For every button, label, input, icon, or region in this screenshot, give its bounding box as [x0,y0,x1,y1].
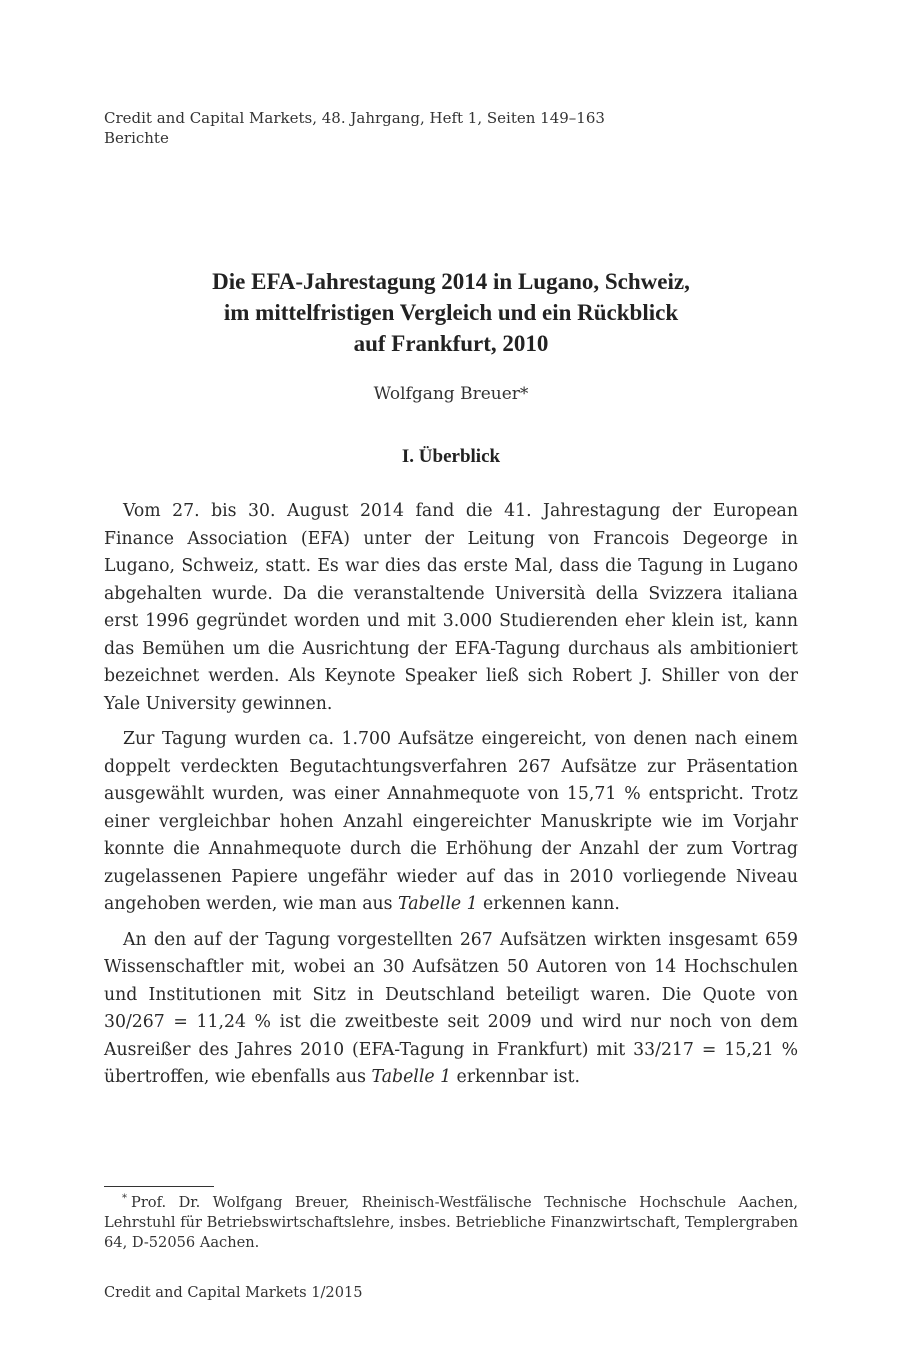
paragraph: Vom 27. bis 30. August 2014 fand die 41. Jahrestagung der European Finance Association (EFA) unter der Leitung von Francois Degeorge in Lugano, Schweiz, statt. Es war dies das erste Mal, dass die Tagung in Lugano abgehalten wurde. Da die veranstaltende Università della Svizzera italiana erst 1996 gegründet worden und mit 3.000 Studierenden eher klein ist, kann das Bemühen um die Ausrichtung der EFA-Tagung durchaus als ambitioniert bezeichnet werden. Als Keynote Speaker ließ sich Robert J. Shiller von der Yale University gewinnen. [104,501,798,714]
article-title [104,266,798,359]
page-footer: Credit and Capital Markets 1/2015 [104,1284,363,1301]
footnote-mark: * [122,1193,127,1205]
title-line: im mittelfristigen Vergleich und ein Rückblick [223,300,679,325]
paragraph-text: erkennbar ist. [451,1067,580,1087]
section-heading: I. Überblick [401,446,501,467]
table-reference: Tabelle 1 [371,1067,452,1087]
paragraph [104,726,798,919]
author-name: Wolfgang Breuer* [373,384,529,404]
title-line: Die EFA-Jahrestagung 2014 in Lugano, Schweiz, [212,269,690,294]
title-line: auf Frankfurt, 2010 [353,331,549,356]
paragraph-text: Zur Tagung wurden ca. 1.700 Aufsätze eingereicht, von denen nach einem doppelt verdeckten Begutachtungsverfahren 267 Aufsätze zur Präsentation ausgewählt wurden, was einer Annahmequote von 15,71 % entspricht. Trotz einer vergleichbar hohen Anzahl eingereichter Manuskripte wie im Vorjahr konnte die Annahmequote durch die Erhöhung der Anzahl der zum Vortrag zugelassenen Papiere ungefähr wieder auf das in 2010 vorliegende Niveau angehoben werden, wie man aus [104,729,798,914]
table-reference: Tabelle 1 [398,894,478,914]
footnote-text: Prof. Dr. Wolfgang Breuer, Rheinisch-Westfälische Technische Hochschule Aachen, Lehrstuhl für Betriebswirtschaftslehre, insbes. Betriebliche Finanzwirtschaft, Templergraben 64, D-52056 Aachen. [104,1194,798,1251]
paragraph-text: erkennen kann. [477,894,620,914]
paragraph [104,927,798,1092]
body-text [104,498,798,1100]
footnote-divider [104,1186,214,1187]
paper-page [104,0,798,1366]
paragraph-text: An den auf der Tagung vorgestellten 267 Aufsätzen wirkten insgesamt 659 Wissenschaftler mit, wobei an 30 Aufsätzen 50 Autoren von 14 Hochschulen und Institutionen mit Sitz in Deutschland beteiligt waren. Die Quote von 30/267 = 11,24 % ist die zweitbeste seit 2009 und wird nur noch von dem Ausreißer des Jahres 2010 (EFA-Tagung in Frankfurt) mit 33/217 = 15,21 % übertroffen, wie ebenfalls aus [104,929,798,1087]
running-header [104,108,605,148]
footnote [104,1193,798,1253]
section-label: Berichte [104,129,169,147]
journal-citation: Credit and Capital Markets, 48. Jahrgang, Heft 1, Seiten 149–163 [104,109,605,127]
